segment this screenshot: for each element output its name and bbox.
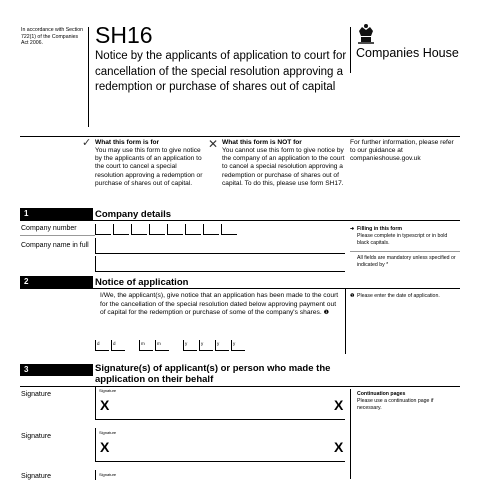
company-name-label: Company name in full <box>21 242 89 249</box>
signature-field-3[interactable]: Signature <box>95 470 346 480</box>
signature-label-3: Signature <box>21 473 51 480</box>
section-1-title: Company details <box>95 209 172 220</box>
mandatory-note: All fields are mandatory unless specified or indicated by * <box>357 255 456 268</box>
sign-end-mark: X <box>334 439 344 455</box>
section-3-title: Signature(s) of applicant(s) or person who made the application on their behalf <box>95 363 331 385</box>
section-2-number: 2 <box>20 276 93 288</box>
company-name-field-2[interactable] <box>95 256 345 272</box>
arrow-icon: ➜ <box>350 226 355 232</box>
form-code: SH16 <box>95 22 153 48</box>
form-title: Notice by the applicants of application to court for cancellation of the special resolution approving a redemption or purchase of shares out of capital <box>95 50 347 93</box>
signature-label-2: Signature <box>21 433 51 440</box>
logo-text: Companies House <box>356 46 459 60</box>
company-name-field[interactable] <box>95 238 345 254</box>
application-body: I/We, the applicant(s), give notice that an application has been made to the court for the cancellation of the special resolution dated below approving payment out of capital for the redemption or purchase of some of the company's shares. ❶ <box>100 292 339 317</box>
further-info: For further information, please refer to our guidance at companieshouse.gov.uk <box>350 139 454 163</box>
date-field[interactable]: d d m m y y y y <box>95 340 247 351</box>
sign-end-mark: X <box>334 397 344 413</box>
signature-label-1: Signature <box>21 391 51 398</box>
not-for-title: What this form is NOT for <box>222 139 302 146</box>
section-2-rule <box>20 288 460 289</box>
section-2-divider <box>345 288 346 354</box>
filling-title: Filling in this form <box>357 226 402 232</box>
for-body: You may use this form to give notice by the applicants of an application to the court to cancel a special resolution approving a redemption or purchase of shares out of capital. <box>95 147 203 187</box>
note-1-icon: ❶ <box>323 310 329 317</box>
not-for-body: You cannot use this form to give notice by the company of an application to the court to cancel a special resolution approving a redemption or purchase of shares out of capital. To do this, please use form SH17. <box>222 147 345 187</box>
signature-field-2[interactable]: Signature X X <box>95 428 345 462</box>
sign-here-mark: X <box>100 439 110 455</box>
row-rule <box>20 235 95 236</box>
for-title: What this form is for <box>95 139 160 146</box>
company-number-label: Company number <box>21 225 77 232</box>
company-number-field[interactable] <box>95 224 239 235</box>
note-rule <box>350 251 460 252</box>
legal-reference: In accordance with Section 722(1) of the Companies Act 2006. <box>21 27 83 46</box>
filling-body: Please complete in typescript or in bold black capitals. <box>357 233 448 246</box>
continuation-title: Continuation pages <box>357 391 406 397</box>
section-1-number: 1 <box>20 208 93 220</box>
sign-here-mark: X <box>100 397 110 413</box>
cross-icon: ✕ <box>208 137 219 151</box>
check-icon: ✓ <box>82 137 92 149</box>
note-2-icon: ❶ <box>350 293 355 299</box>
continuation-body: Please use a continuation page if necessary. <box>357 398 434 411</box>
signature-field-1[interactable]: Signature X X <box>95 386 345 420</box>
date-note: Please enter the date of application. <box>357 293 440 299</box>
section-2-title: Notice of application <box>95 277 189 288</box>
section-1-rule <box>20 220 460 221</box>
section-3-number: 3 <box>20 364 93 376</box>
header-divider <box>88 27 89 127</box>
logo-divider <box>350 27 351 73</box>
